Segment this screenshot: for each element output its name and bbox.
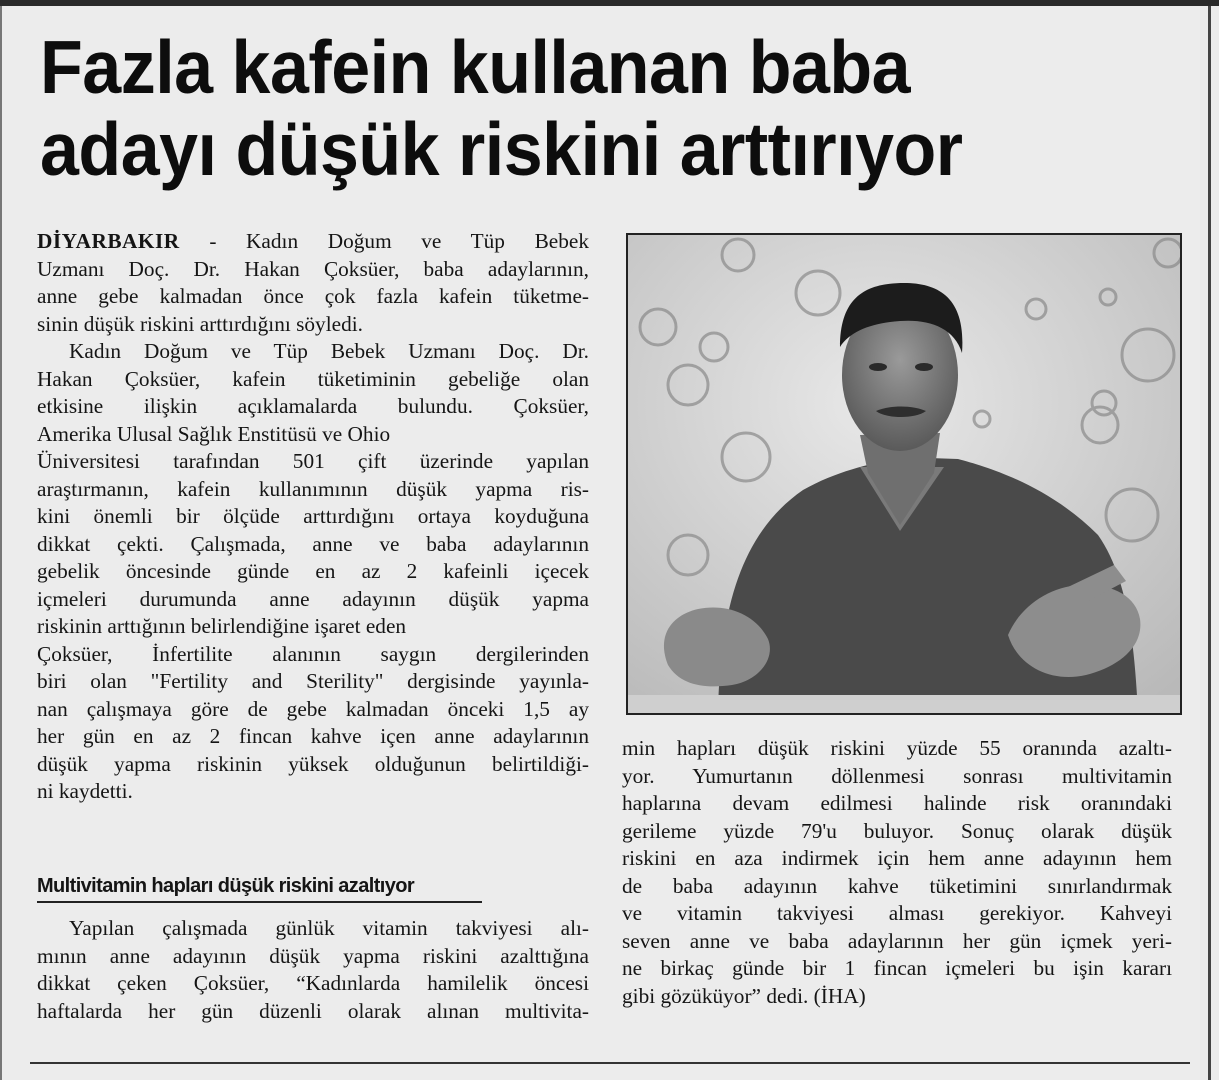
doctor-photo: [626, 233, 1182, 715]
body-line: içmeleri durumunda anne adayının düşük yapma: [37, 586, 589, 611]
page-right-border: [1208, 6, 1211, 1080]
body-paragraph: [37, 338, 589, 806]
bottom-rule: [30, 1062, 1190, 1064]
body-line: seven anne ve baba adaylarının her gün içmek yeri-: [622, 928, 1172, 953]
body-line: haplarına devam edilmesi halinde risk oranındaki: [622, 791, 1172, 815]
lead-line: anne gebe kalmadan önce çok fazla kafein tüketme-: [37, 284, 589, 308]
body-line: gerileme yüzde 79'u buluyor. Sonuç olarak düşük: [622, 818, 1172, 843]
body-line: düşük yapma riskinin yüksek olduğunun belirtildiği-: [37, 751, 589, 776]
body-line: kini önemli bir ölçüde arttırdığını ortaya koyduğuna: [37, 504, 589, 528]
body-line: biri olan "Fertility and Sterility" dergisinde yayınla-: [37, 669, 589, 693]
body-line: etkisine ilişkin açıklamalarda bulundu. Çoksüer,: [37, 394, 589, 418]
page-left-border: [0, 6, 2, 1080]
body-line: ni kaydetti.: [37, 779, 133, 803]
section-subheading: Multivitamin hapları düşük riskini azaltıyor: [37, 873, 482, 903]
left-column-bottom: [37, 915, 589, 1025]
body-line: Kadın Doğum ve Tüp Bebek Uzmanı Doç. Dr.: [69, 339, 589, 363]
headline-line: Fazla kafein kullanan baba: [40, 24, 911, 110]
body-line: riskini en aza indirmek için hem anne adayının hem: [622, 846, 1172, 870]
dateline: DİYARBAKIR: [37, 229, 180, 253]
body-line: haftalarda her gün düzenli olarak alınan multivita-: [37, 998, 589, 1023]
body-line: Yapılan çalışmada günlük vitamin takviyesi alı-: [69, 916, 589, 940]
right-column: [622, 735, 1172, 1010]
body-line: Çoksüer, İnfertilite alanının saygın dergilerinden: [37, 641, 589, 666]
body-paragraph: [37, 915, 589, 1025]
body-line: de baba adayının kahve tüketimini sınırlandırmak: [622, 873, 1172, 898]
body-line: dikkat çeken Çoksüer, “Kadınlarda hamilelik öncesi: [37, 971, 589, 995]
body-line: gibi gözüküyor” dedi. (İHA): [622, 983, 866, 1008]
headline-line: adayı düşük riskini arttırıyor: [40, 107, 963, 192]
page-top-border: [0, 0, 1219, 6]
lead-line: sinin düşük riskini arttırdığını söyledi.: [37, 311, 363, 336]
body-line: riskinin arttığının belirlendiğine işaret eden: [37, 614, 407, 638]
lead-line: - Kadın Doğum ve Tüp Bebek: [179, 229, 589, 253]
body-line: gebelik öncesinde günde en az 2 kafeinli içecek: [37, 559, 589, 583]
body-line: ne birkaç günde bir 1 fincan içmeleri bu işin kararı: [622, 956, 1172, 980]
body-line: yor. Yumurtanın döllenmesi sonrası multivitamin: [622, 763, 1172, 788]
lead-line: Uzmanı Doç. Dr. Hakan Çoksüer, baba adaylarının,: [37, 256, 589, 281]
lead-paragraph: [37, 228, 589, 338]
body-line: araştırmanın, kafein kullanımının düşük yapma ris-: [37, 476, 589, 501]
body-line: ve vitamin takviyesi alması gerekiyor. Kahveyi: [622, 901, 1172, 925]
body-line: Üniversitesi tarafından 501 çift üzerinde yapılan: [37, 449, 589, 473]
left-column: [37, 228, 589, 806]
body-line: Hakan Çoksüer, kafein tüketiminin gebeliğe olan: [37, 366, 589, 391]
article-headline: [40, 26, 1200, 190]
body-line: mının anne adayının düşük yapma riskini azalttığına: [37, 943, 589, 968]
body-line: nan çalışmaya göre de gebe kalmadan önceki 1,5 ay: [37, 696, 589, 721]
body-line: min hapları düşük riskini yüzde 55 oranında azaltı-: [622, 736, 1172, 760]
body-line: Amerika Ulusal Sağlık Enstitüsü ve Ohio: [37, 421, 391, 446]
body-line: dikkat çekti. Çalışmada, anne ve baba adaylarının: [37, 531, 589, 556]
body-line: her gün en az 2 fincan kahve içen anne adaylarının: [37, 724, 589, 748]
body-paragraph: [622, 735, 1172, 1010]
